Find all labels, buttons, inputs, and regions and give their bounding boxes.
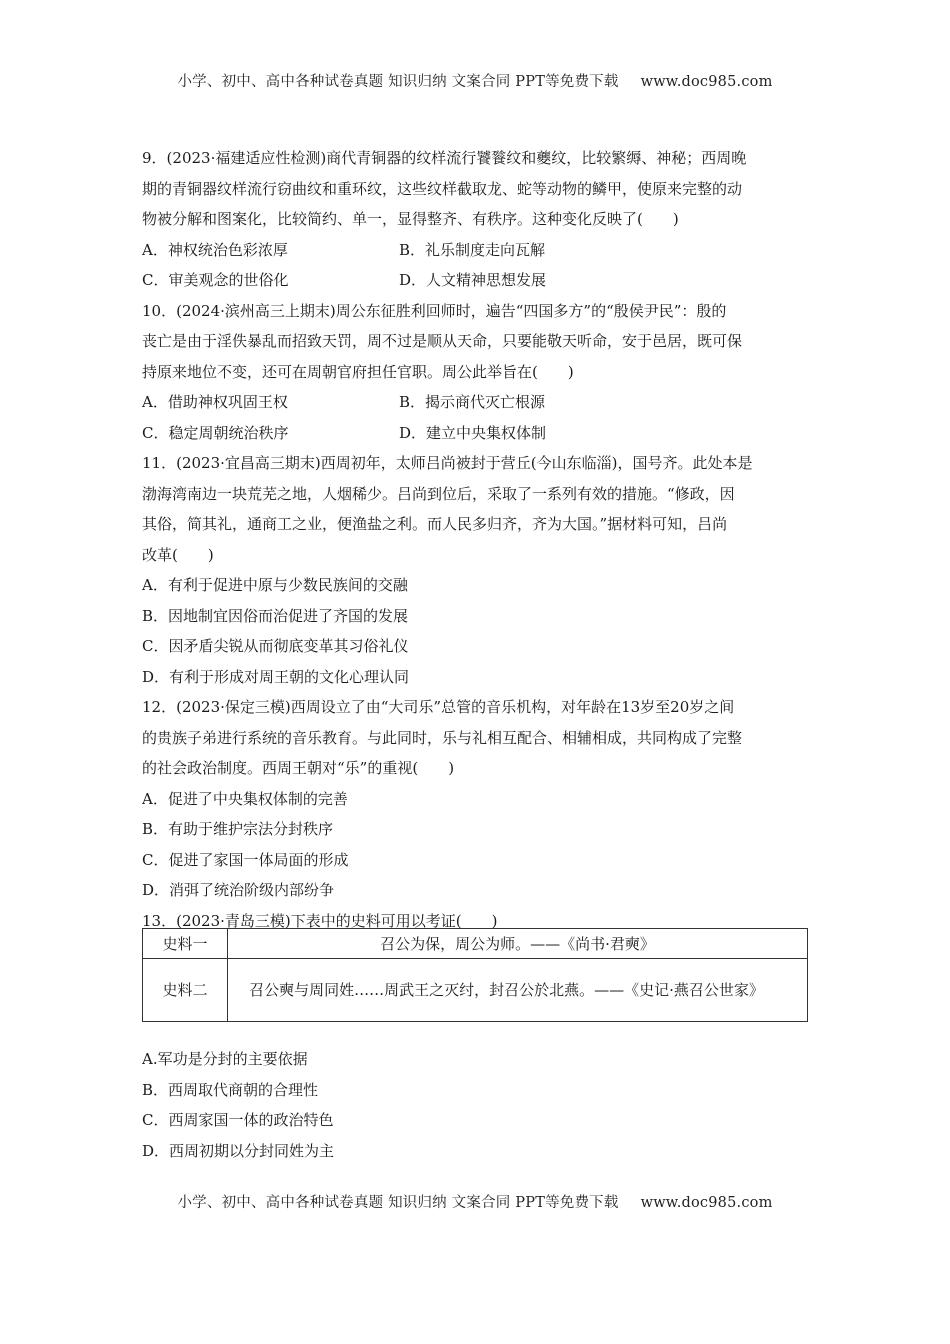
source-label-2: 史料二 bbox=[143, 959, 228, 1022]
q13-option-c[interactable]: C．西周家国一体的政治特色 bbox=[142, 1111, 334, 1129]
q11-stem-line-1: 11．(2023·宜昌高三期末)西周初年，太师吕尚被封于营丘(今山东临淄)，国号齐。此处本是 bbox=[142, 454, 753, 472]
table-row bbox=[143, 959, 808, 1022]
q10-stem-line-1: 10．(2024·滨州高三上期末)周公东征胜利回师时，遍告“四国多方”的“殷侯尹民”：殷的 bbox=[142, 301, 727, 320]
q12-stem-line-1: 12．(2023·保定三模)西周设立了由“大司乐”总管的音乐机构，对年龄在13岁至20岁之间 bbox=[142, 698, 735, 716]
source-text-2: 召公奭与周同姓……周武王之灭纣，封召公於北燕。——《史记·燕召公世家》 bbox=[228, 959, 808, 1022]
source-text-1: 召公为保，周公为师。——《尚书·君奭》 bbox=[228, 929, 808, 959]
q12-option-d[interactable]: D．消弭了统治阶级内部纷争 bbox=[142, 881, 335, 899]
q11-stem-line-3: 其俗，简其礼，通商工之业，便渔盐之利。而人民多归齐，齐为大国。”据材料可知，吕尚 bbox=[142, 515, 728, 533]
q13-options bbox=[142, 1044, 810, 1166]
footer-text: 小学、初中、高中各种试卷真题 知识归纳 文案合同 PPT等免费下载 bbox=[177, 1195, 619, 1211]
q12-option-b[interactable]: B．有助于维护宗法分封秩序 bbox=[142, 820, 334, 838]
page-footer bbox=[0, 1191, 950, 1212]
q12-stem-line-3: 的社会政治制度。西周王朝对“乐”的重视( ) bbox=[142, 759, 455, 777]
source-table bbox=[142, 928, 808, 1022]
q11-stem-line-2: 渤海湾南边一块荒芜之地，人烟稀少。吕尚到位后，采取了一系列有效的措施。“修政，因 bbox=[142, 484, 735, 503]
q10-stem-line-3: 持原来地位不变，还可在周朝官府担任官职。周公此举旨在( ) bbox=[142, 362, 574, 381]
q10-option-d[interactable]: D．建立中央集权体制 bbox=[399, 423, 547, 442]
q11-stem-line-4: 改革( ) bbox=[142, 545, 214, 564]
q10-options-row-2 bbox=[142, 418, 810, 449]
q9-options-row-2 bbox=[142, 265, 810, 296]
header-text: 小学、初中、高中各种试卷真题 知识归纳 文案合同 PPT等免费下载 bbox=[177, 74, 619, 90]
q10-stem-line-2: 丧亡是由于淫佚暴乱而招致天罚，周不过是顺从天命，只要能敬天听命，安于邑居，既可保 bbox=[142, 332, 743, 350]
q12-option-c[interactable]: C．促进了家国一体局面的形成 bbox=[142, 850, 349, 869]
q12-option-a[interactable]: A．促进了中央集权体制的完善 bbox=[142, 789, 348, 808]
q13-option-a[interactable]: A.军功是分封的主要依据 bbox=[142, 1050, 308, 1068]
questions-block bbox=[142, 143, 810, 936]
q9-stem-line-2: 期的青铜器纹样流行窃曲纹和重环纹，这些纹样截取龙、蛇等动物的鳞甲，使原来完整的动 bbox=[142, 179, 743, 198]
q13-stem: 13．(2023·青岛三模)下表中的史料可用以考证( ) bbox=[142, 911, 498, 930]
q10-options-row-1 bbox=[142, 387, 810, 418]
q10-option-a[interactable]: A．借助神权巩固王权 bbox=[142, 393, 288, 411]
q9-option-b[interactable]: B．礼乐制度走向瓦解 bbox=[399, 240, 546, 259]
page-header bbox=[0, 70, 950, 91]
q12-stem-line-2: 的贵族子弟进行系统的音乐教育。与此同时，乐与礼相互配合、相辅相成，共同构成了完整 bbox=[142, 728, 743, 747]
q10-option-c[interactable]: C．稳定周朝统治秩序 bbox=[142, 423, 289, 442]
table-row bbox=[143, 929, 808, 959]
source-label-1: 史料一 bbox=[143, 929, 228, 959]
q9-options-row-1 bbox=[142, 235, 810, 266]
q9-option-c[interactable]: C．审美观念的世俗化 bbox=[142, 271, 289, 289]
header-url[interactable]: www.doc985.com bbox=[640, 74, 773, 90]
footer-url[interactable]: www.doc985.com bbox=[640, 1195, 773, 1211]
q10-option-b[interactable]: B．揭示商代灭亡根源 bbox=[399, 393, 546, 411]
q13-option-d[interactable]: D．西周初期以分封同姓为主 bbox=[142, 1141, 335, 1160]
q9-stem-line-3: 物被分解和图案化，比较简约、单一，显得整齐、有秩序。这种变化反映了( ) bbox=[142, 210, 679, 228]
q11-option-a[interactable]: A．有利于促进中原与少数民族间的交融 bbox=[142, 576, 408, 594]
q13-option-b[interactable]: B．西周取代商朝的合理性 bbox=[142, 1080, 319, 1099]
q9-option-d[interactable]: D．人文精神思想发展 bbox=[399, 271, 547, 289]
q11-option-d[interactable]: D．有利于形成对周王朝的文化心理认同 bbox=[142, 667, 410, 686]
q11-option-c[interactable]: C．因矛盾尖锐从而彻底变革其习俗礼仪 bbox=[142, 637, 409, 655]
q11-option-b[interactable]: B．因地制宜因俗而治促进了齐国的发展 bbox=[142, 606, 409, 625]
q9-option-a[interactable]: A．神权统治色彩浓厚 bbox=[142, 240, 288, 259]
q9-stem-line-1: 9．(2023·福建适应性检测)商代青铜器的纹样流行饕餮纹和夔纹，比较繁缛、神秘；西周晚 bbox=[142, 149, 747, 167]
